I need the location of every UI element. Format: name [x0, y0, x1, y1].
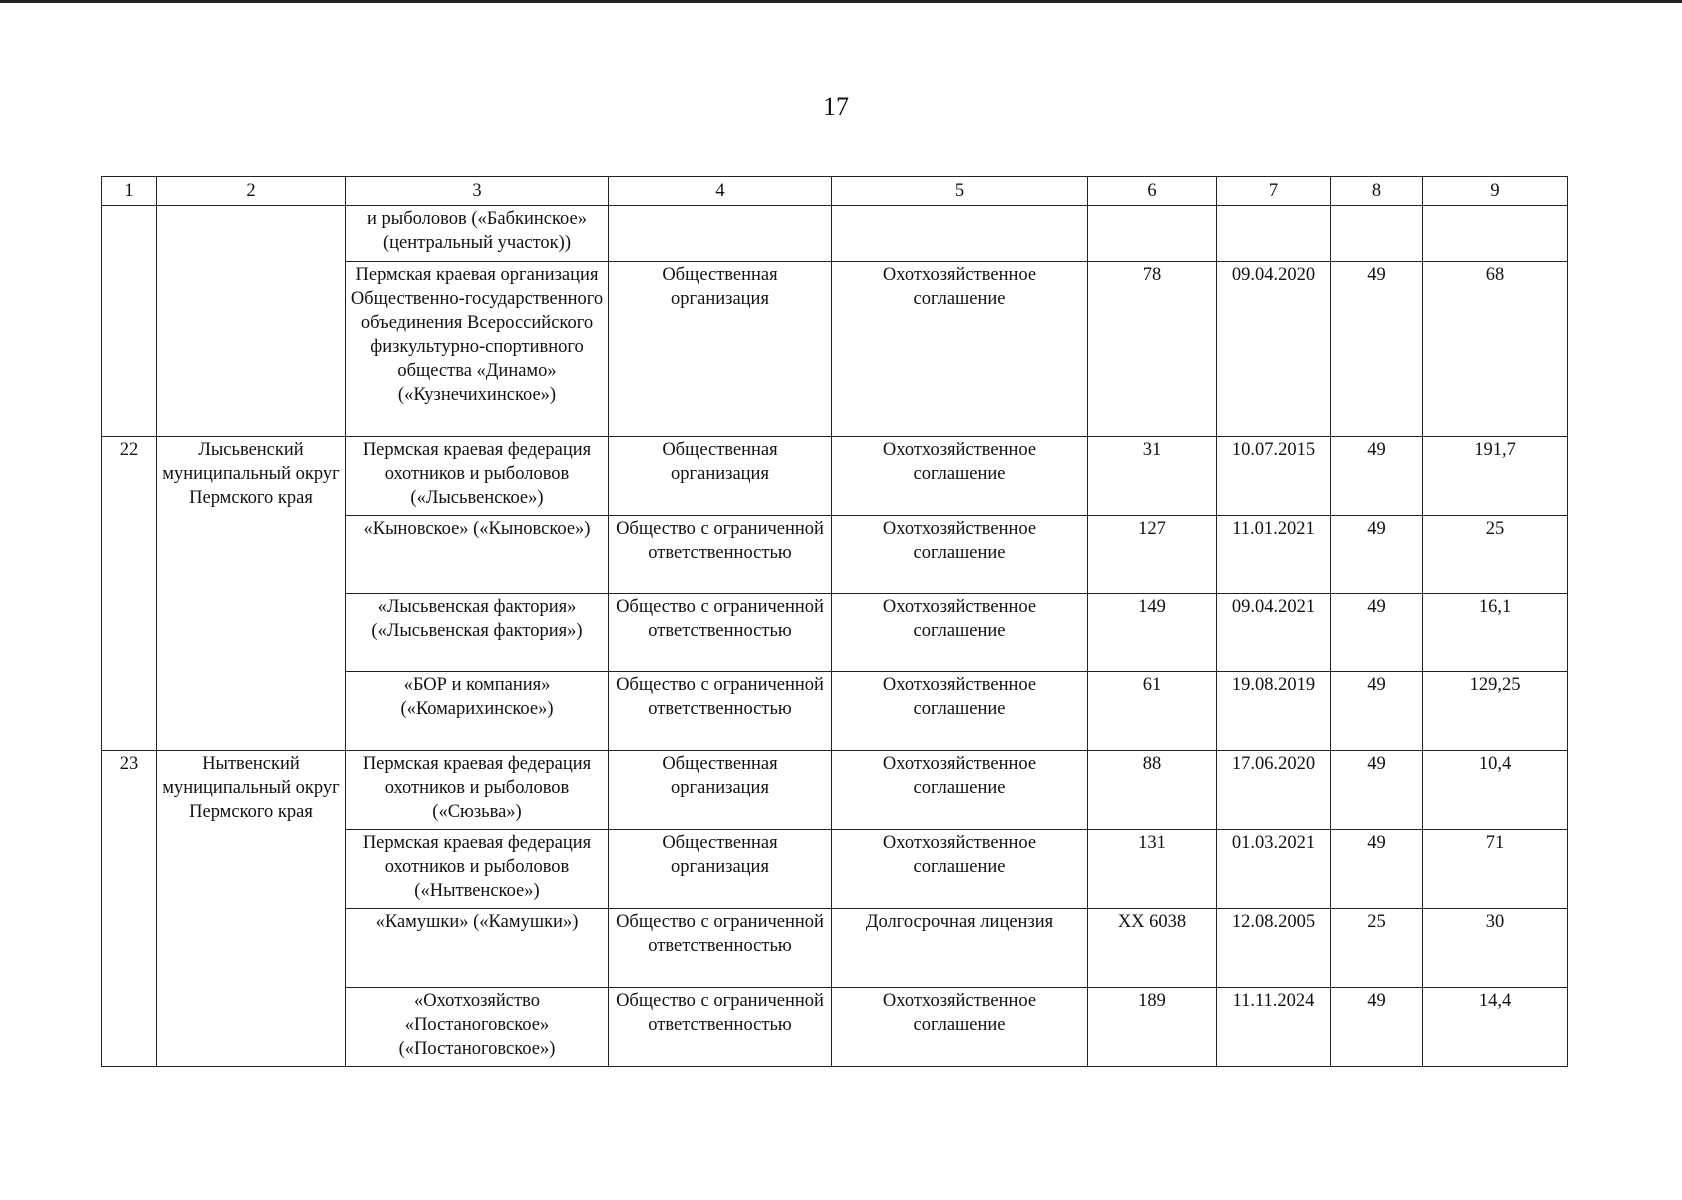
doc-type-cell: Охотхозяйственное соглашение: [832, 988, 1088, 1067]
name-cell: Пермская краевая федерация охотников и рыболовов («Лысьвенское»): [346, 437, 609, 516]
number-cell: 131: [1088, 830, 1217, 909]
date-cell: 11.01.2021: [1217, 516, 1331, 594]
term-cell: 49: [1331, 751, 1423, 830]
area-cell: 30: [1423, 909, 1568, 988]
column-header: 7: [1217, 177, 1331, 206]
column-header: 1: [102, 177, 157, 206]
column-header: 6: [1088, 177, 1217, 206]
row-number-cell: 22: [102, 437, 157, 751]
date-cell: 10.07.2015: [1217, 437, 1331, 516]
term-cell: 49: [1331, 672, 1423, 751]
org-form-cell: Общество с ограниченной ответственностью: [609, 594, 832, 672]
doc-type-cell: Охотхозяйственное соглашение: [832, 594, 1088, 672]
column-header: 2: [157, 177, 346, 206]
number-cell: 127: [1088, 516, 1217, 594]
row-number-cell: 23: [102, 751, 157, 1067]
number-cell: 149: [1088, 594, 1217, 672]
table-header-row: [102, 177, 1568, 206]
date-cell: 09.04.2021: [1217, 594, 1331, 672]
area-cell: 16,1: [1423, 594, 1568, 672]
doc-type-cell: Охотхозяйственное соглашение: [832, 516, 1088, 594]
column-header: 9: [1423, 177, 1568, 206]
number-cell: 78: [1088, 262, 1217, 437]
area-cell: 129,25: [1423, 672, 1568, 751]
org-form-cell: Общество с ограниченной ответственностью: [609, 988, 832, 1067]
area-cell: 10,4: [1423, 751, 1568, 830]
org-form-cell: Общественная организация: [609, 262, 832, 437]
date-cell: 17.06.2020: [1217, 751, 1331, 830]
district-cell: [157, 206, 346, 437]
name-cell: «Охотхозяйство «Постаноговское» («Постаноговское»): [346, 988, 609, 1067]
doc-type-cell: [832, 206, 1088, 262]
district-cell: Лысьвенский муниципальный округ Пермского края: [157, 437, 346, 751]
doc-type-cell: Охотхозяйственное соглашение: [832, 672, 1088, 751]
number-cell: XX 6038: [1088, 909, 1217, 988]
table-row: [102, 437, 1568, 516]
term-cell: 49: [1331, 594, 1423, 672]
hunting-grounds-table: [101, 176, 1568, 1067]
name-cell: «БОР и компания» («Комарихинское»): [346, 672, 609, 751]
page-top-edge: [0, 0, 1682, 3]
doc-type-cell: Охотхозяйственное соглашение: [832, 830, 1088, 909]
area-cell: 68: [1423, 262, 1568, 437]
table-row: [102, 206, 1568, 262]
date-cell: [1217, 206, 1331, 262]
name-cell: Пермская краевая федерация охотников и рыболовов («Сюзьва»): [346, 751, 609, 830]
term-cell: [1331, 206, 1423, 262]
number-cell: 88: [1088, 751, 1217, 830]
org-form-cell: Общество с ограниченной ответственностью: [609, 909, 832, 988]
column-header: 4: [609, 177, 832, 206]
name-cell: Пермская краевая федерация охотников и рыболовов («Нытвенское»): [346, 830, 609, 909]
number-cell: 189: [1088, 988, 1217, 1067]
term-cell: 49: [1331, 262, 1423, 437]
number-cell: [1088, 206, 1217, 262]
district-cell: Нытвенский муниципальный округ Пермского края: [157, 751, 346, 1067]
name-cell: и рыболовов («Бабкинское» (центральный участок)): [346, 206, 609, 262]
date-cell: 11.11.2024: [1217, 988, 1331, 1067]
org-form-cell: [609, 206, 832, 262]
doc-type-cell: Долгосрочная лицензия: [832, 909, 1088, 988]
name-cell: Пермская краевая организация Общественно-государственного объединения Всероссийского физкультурно-спортивного общества «Динамо» («Кузнечихинское»): [346, 262, 609, 437]
term-cell: 25: [1331, 909, 1423, 988]
term-cell: 49: [1331, 830, 1423, 909]
area-cell: 14,4: [1423, 988, 1568, 1067]
row-number-cell: [102, 206, 157, 437]
number-cell: 61: [1088, 672, 1217, 751]
area-cell: 25: [1423, 516, 1568, 594]
org-form-cell: Общество с ограниченной ответственностью: [609, 516, 832, 594]
page-number: 17: [823, 92, 849, 121]
column-header: 5: [832, 177, 1088, 206]
term-cell: 49: [1331, 516, 1423, 594]
date-cell: 12.08.2005: [1217, 909, 1331, 988]
column-header: 3: [346, 177, 609, 206]
name-cell: «Камушки» («Камушки»): [346, 909, 609, 988]
term-cell: 49: [1331, 437, 1423, 516]
doc-type-cell: Охотхозяйственное соглашение: [832, 751, 1088, 830]
area-cell: [1423, 206, 1568, 262]
area-cell: 71: [1423, 830, 1568, 909]
date-cell: 01.03.2021: [1217, 830, 1331, 909]
date-cell: 09.04.2020: [1217, 262, 1331, 437]
name-cell: «Лысьвенская фактория» («Лысьвенская фактория»): [346, 594, 609, 672]
doc-type-cell: Охотхозяйственное соглашение: [832, 437, 1088, 516]
date-cell: 19.08.2019: [1217, 672, 1331, 751]
org-form-cell: Общественная организация: [609, 830, 832, 909]
org-form-cell: Общественная организация: [609, 751, 832, 830]
doc-type-cell: Охотхозяйственное соглашение: [832, 262, 1088, 437]
term-cell: 49: [1331, 988, 1423, 1067]
number-cell: 31: [1088, 437, 1217, 516]
area-cell: 191,7: [1423, 437, 1568, 516]
table-row: [102, 751, 1568, 830]
org-form-cell: Общественная организация: [609, 437, 832, 516]
column-header: 8: [1331, 177, 1423, 206]
org-form-cell: Общество с ограниченной ответственностью: [609, 672, 832, 751]
name-cell: «Кыновское» («Кыновское»): [346, 516, 609, 594]
